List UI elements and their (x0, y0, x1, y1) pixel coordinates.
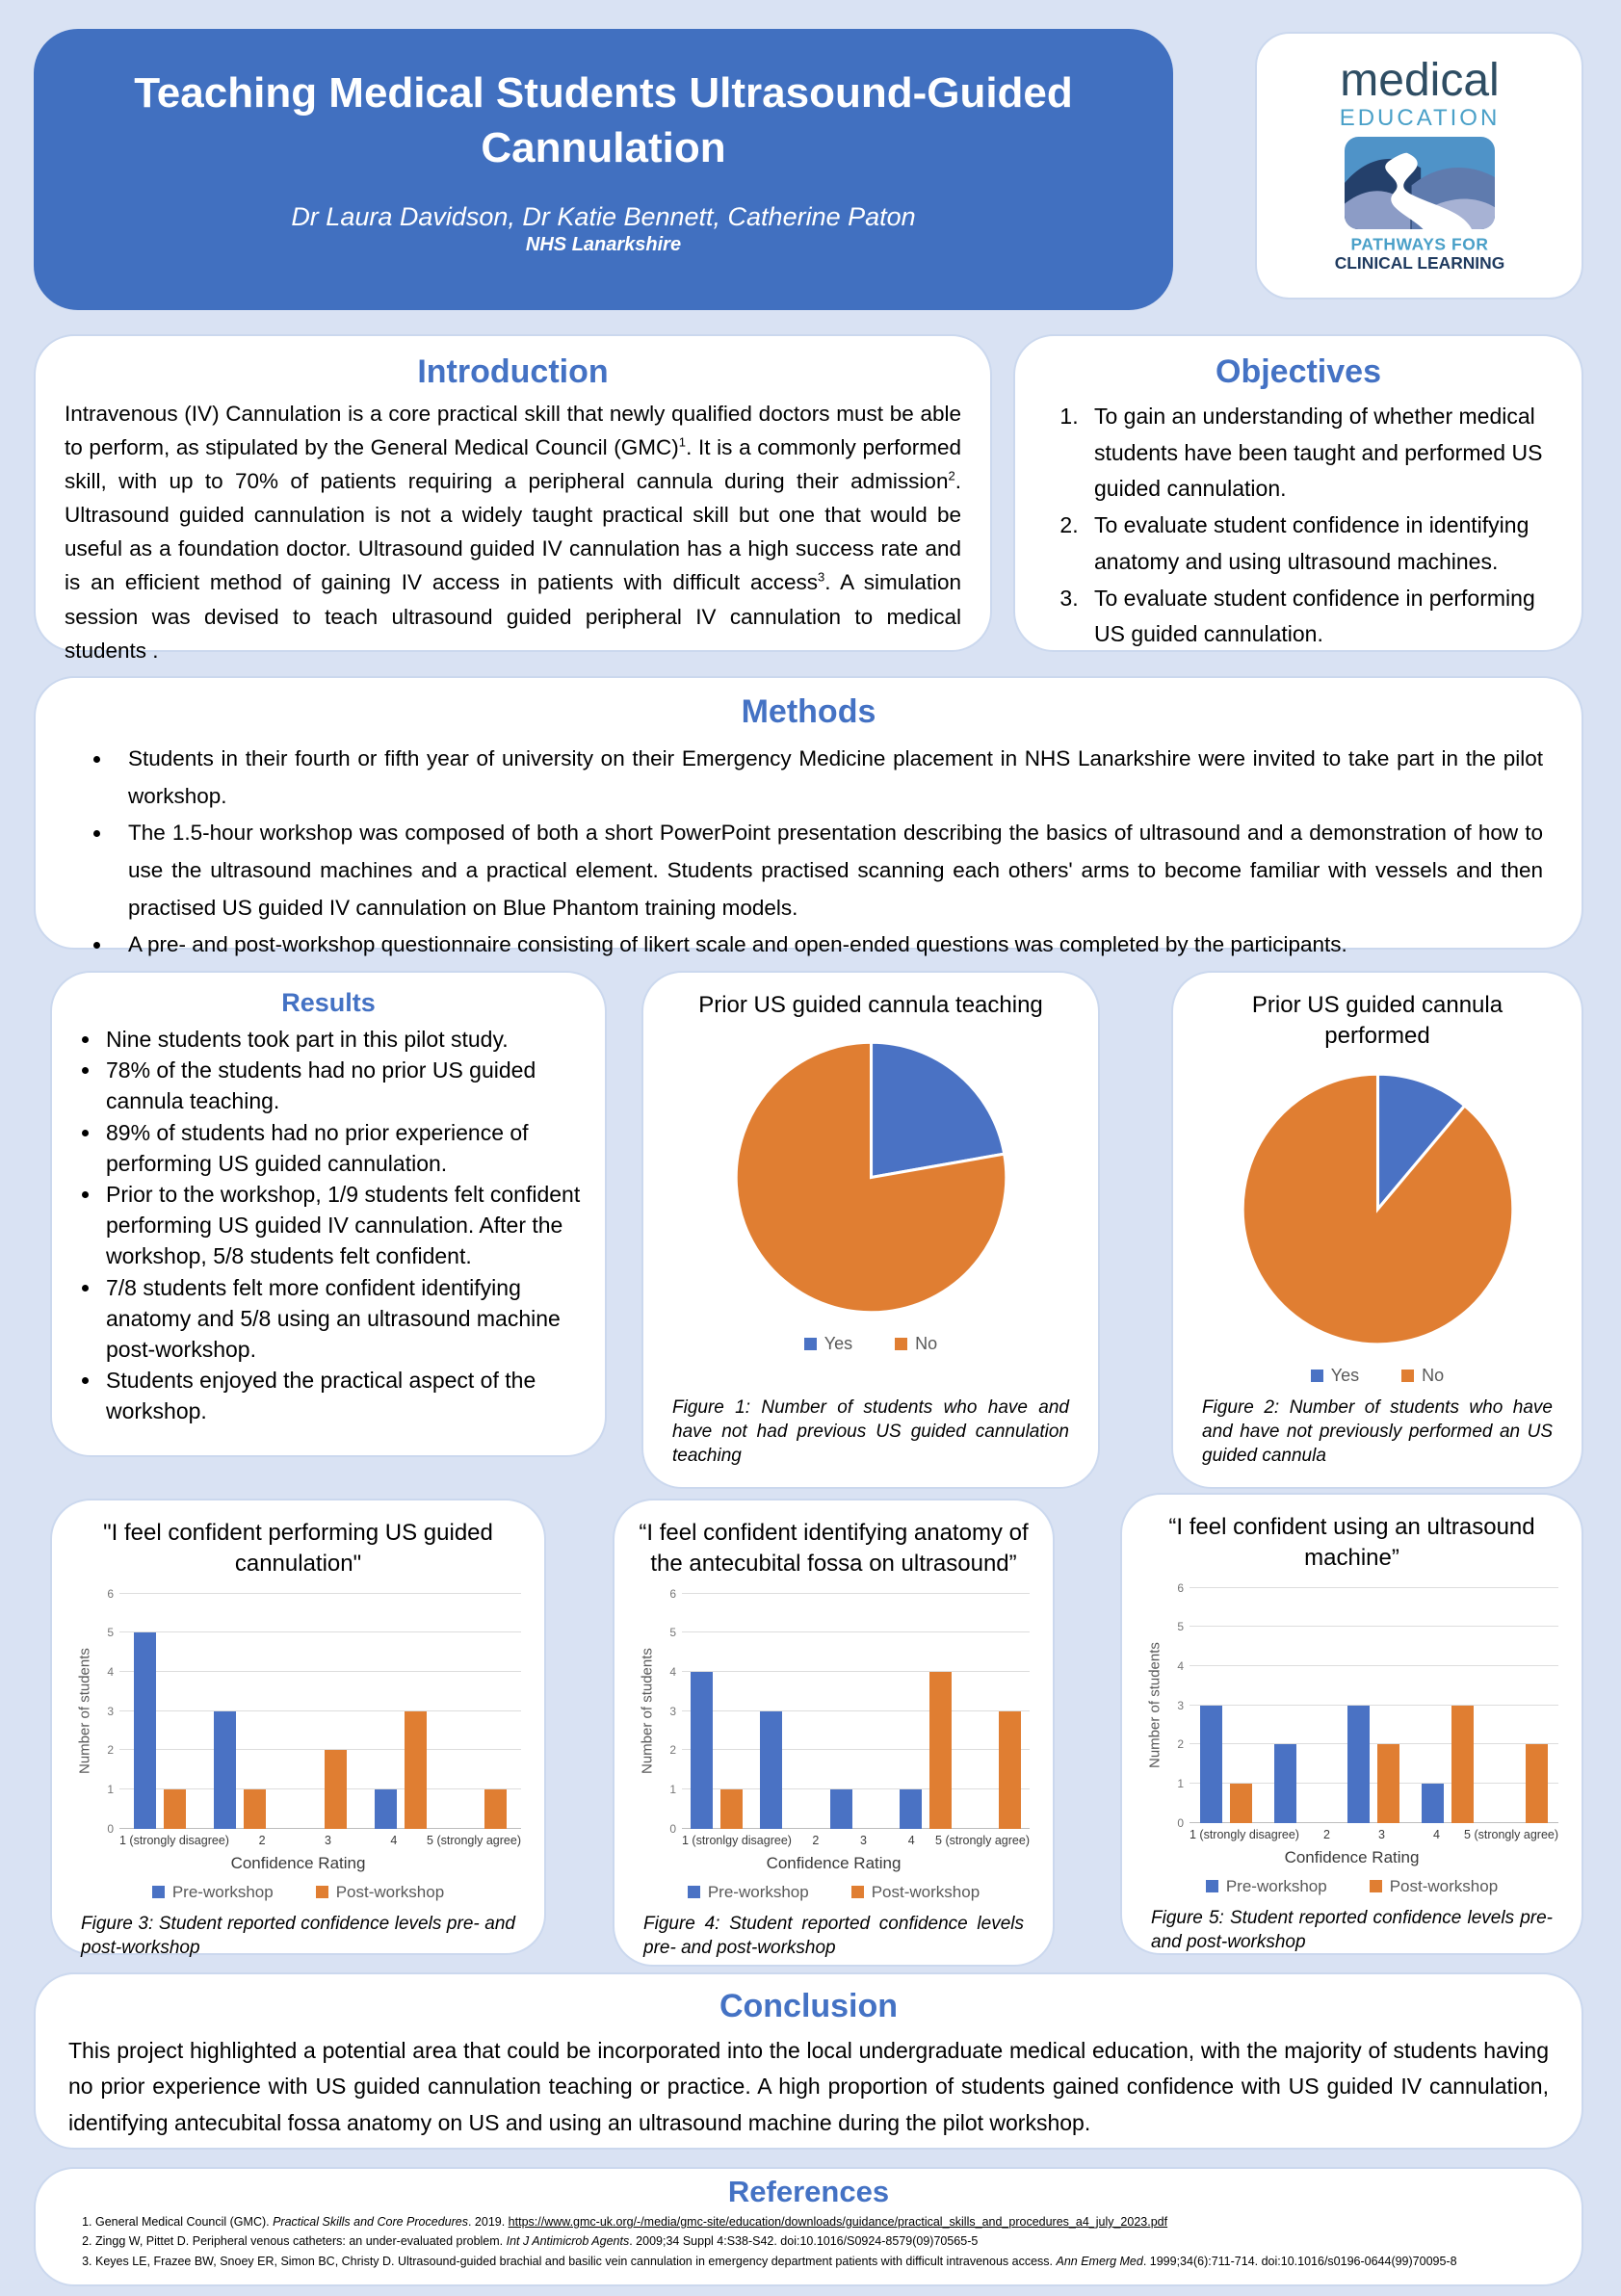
text-segment: . It is a commonly performed skill, with up to 70% of patients requiring a peripheral cannula during their admission (65, 435, 962, 494)
x-category-label: 4 (907, 1833, 915, 1847)
logo-card (1255, 32, 1583, 300)
figure1-panel (641, 971, 1100, 1489)
introduction-body (65, 397, 961, 667)
legend-item (804, 1334, 852, 1354)
x-category-label: 5 (strongly agree) (427, 1833, 521, 1847)
y-axis-ticks (94, 1586, 119, 1836)
objective-item: 3. To evaluate student confidence in performing US guided cannulation. (1085, 581, 1558, 653)
result-item: • Nine students took part in this pilot study. (102, 1024, 584, 1055)
plot-area (682, 1594, 1030, 1829)
result-item: • 89% of students had no prior experience of performing US guided cannulation. (102, 1117, 584, 1179)
bar-post-workshop (1230, 1784, 1252, 1823)
y-axis-label: Number of students (1146, 1642, 1163, 1769)
logo-pathway-illustration (1345, 137, 1495, 229)
legend-swatch (1401, 1370, 1414, 1382)
text-segment: . Ultrasound guided cannulation is not a widely taught practical skill but one that would be useful as a foundation doctor. Ultrasound guided IV cannulation has a high success rate and is an efficient method of gaining IV access in patients with difficult access (65, 469, 961, 595)
figure4-title: “I feel confident identifying anatomy of the antecubital fossa on ultrasound” (639, 1520, 1029, 1578)
bar-post-workshop (325, 1750, 347, 1828)
legend-item (895, 1334, 937, 1354)
x-category-label: 2 (258, 1833, 266, 1847)
bar-post-workshop (1451, 1706, 1474, 1823)
y-tick-label: 4 (107, 1665, 114, 1680)
bar-post-workshop (999, 1711, 1021, 1829)
y-axis-ticks (657, 1586, 682, 1836)
y-tick-label: 0 (669, 1821, 676, 1836)
y-tick-label: 2 (107, 1743, 114, 1758)
bar-pre-workshop (900, 1789, 922, 1829)
bar-groups (1190, 1588, 1558, 1823)
bar-group (360, 1594, 440, 1829)
legend-swatch (1370, 1880, 1382, 1892)
text-segment: Zingg W, Pittet D. Peripheral venous catheters: an under-evaluated problem. (95, 2234, 507, 2249)
bar-pre-workshop (1347, 1706, 1370, 1823)
bar-group (119, 1594, 199, 1829)
x-category-label: 4 (390, 1833, 398, 1847)
x-category-label: 3 (325, 1833, 331, 1847)
bar-group (821, 1594, 890, 1829)
figure1-caption: Figure 1: Number of students who have and have not had previous US guided cannulation teaching (672, 1396, 1069, 1466)
legend-item (316, 1883, 444, 1902)
poster-authors: Dr Laura Davidson, Dr Katie Bennett, Catherine Paton (291, 202, 916, 232)
figure3-panel (50, 1499, 546, 1958)
conclusion-heading: Conclusion (719, 1988, 899, 2024)
y-tick-label: 0 (1177, 1815, 1184, 1830)
text-segment: Practical Skills and Core Procedures (273, 2215, 468, 2229)
legend-item (1370, 1877, 1498, 1896)
y-axis-label: Number of students (639, 1648, 656, 1775)
y-tick-label: 5 (107, 1626, 114, 1640)
y-tick-label: 1 (107, 1783, 114, 1797)
objectives-heading: Objectives (1216, 353, 1381, 390)
bar-pre-workshop (1422, 1784, 1444, 1823)
legend-swatch (316, 1886, 328, 1898)
y-tick-label: 5 (1177, 1620, 1184, 1634)
legend-swatch (1311, 1370, 1323, 1382)
y-tick-label: 5 (669, 1626, 676, 1640)
plot-area (119, 1594, 521, 1829)
figure4-legend (638, 1883, 1030, 1902)
text-segment: Ann Emerg Med (1056, 2254, 1143, 2268)
x-category-label: 2 (1322, 1827, 1330, 1841)
bar-pre-workshop (1200, 1706, 1222, 1823)
text-segment: . 1999;34(6):711-714. doi:10.1016/s0196-0644(99)70095-8 (1142, 2254, 1457, 2268)
x-axis-title: Confidence Rating (230, 1853, 366, 1872)
legend-item (688, 1883, 809, 1902)
bar-pre-workshop (760, 1711, 782, 1829)
figure3-title: "I feel confident performing US guided cannulation" (103, 1520, 493, 1578)
figure2-caption: Figure 2: Number of students who have and have not previously performed an US guided cannula (1202, 1396, 1553, 1466)
bar-group (280, 1594, 360, 1829)
figure4-caption: Figure 4: Student reported confidence levels pre- and post-workshop (643, 1913, 1024, 1958)
figure5-legend (1145, 1877, 1558, 1896)
bar-groups (119, 1594, 521, 1829)
y-tick-label: 6 (107, 1586, 114, 1601)
method-item: • Students in their fourth or fifth year of university on their Emergency Medicine placement in NHS Lanarkshire were invited to take part in the pilot workshop. (113, 741, 1543, 815)
y-tick-label: 4 (1177, 1659, 1184, 1674)
conclusion-panel (34, 1972, 1583, 2150)
pie-slice-no (1242, 1074, 1513, 1344)
legend-label: Pre-workshop (707, 1882, 809, 1901)
legend-swatch (152, 1886, 165, 1898)
bar-group (1264, 1588, 1338, 1823)
y-tick-label: 3 (107, 1704, 114, 1718)
bar-pre-workshop (134, 1632, 156, 1828)
legend-swatch (688, 1886, 700, 1898)
methods-heading: Methods (741, 693, 876, 730)
logo-word-education: EDUCATION (1339, 105, 1500, 131)
x-category-label: 3 (860, 1833, 867, 1847)
figure1-title: Prior US guided cannula teaching (698, 992, 1043, 1018)
bar-pre-workshop (1274, 1744, 1296, 1822)
bar-group (1411, 1588, 1485, 1823)
reference-item (95, 2212, 1553, 2231)
introduction-heading: Introduction (417, 353, 609, 390)
legend-label: Post-workshop (871, 1882, 980, 1901)
reference-item (95, 2252, 1553, 2271)
y-axis-ticks (1164, 1580, 1190, 1830)
bar-post-workshop (405, 1711, 427, 1829)
x-axis-title: Confidence Rating (1284, 1847, 1420, 1866)
y-tick-label: 6 (1177, 1580, 1184, 1595)
result-item: • 7/8 students felt more confident identifying anatomy and 5/8 using an ultrasound machine post-workshop. (102, 1272, 584, 1366)
result-item: • Students enjoyed the practical aspect of the workshop. (102, 1365, 584, 1426)
figure5-caption: Figure 5: Student reported confidence levels pre- and post-workshop (1151, 1907, 1553, 1952)
legend-label: Yes (824, 1334, 853, 1354)
x-category-label: 4 (1433, 1827, 1440, 1841)
legend-label: No (1422, 1365, 1445, 1385)
superscript-ref: 2 (948, 468, 955, 483)
legend-swatch (804, 1338, 817, 1350)
legend-label: Pre-workshop (1225, 1876, 1327, 1895)
bar-post-workshop (1526, 1744, 1548, 1822)
objective-item: 2. To evaluate student confidence in identifying anatomy and using ultrasound machines. (1085, 508, 1558, 580)
legend-item (152, 1883, 274, 1902)
bar-group (960, 1594, 1030, 1829)
references-heading: References (727, 2175, 890, 2208)
figure2-panel (1171, 971, 1583, 1489)
objectives-list (1038, 399, 1558, 653)
legend-label: Post-workshop (335, 1882, 445, 1901)
introduction-panel (34, 334, 992, 663)
legend-item (1311, 1366, 1359, 1386)
bar-post-workshop (929, 1672, 952, 1829)
x-category-label: 5 (strongly agree) (935, 1833, 1030, 1847)
legend-label: No (915, 1334, 938, 1354)
text-segment: . 2019. (467, 2215, 509, 2229)
legend-item (1206, 1877, 1327, 1896)
legend-swatch (1206, 1880, 1218, 1892)
text-segment: Keyes LE, Frazee BW, Snoey ER, Simon BC, Christy D. Ultrasound-guided brachial and basilic vein cannulation in emergency department patients with difficult intravenous access. (95, 2254, 1057, 2268)
bar-pre-workshop (214, 1711, 236, 1829)
y-tick-label: 3 (669, 1704, 676, 1718)
bar-group (1190, 1588, 1264, 1823)
y-tick-label: 1 (1177, 1777, 1184, 1791)
figure1-pie-chart (667, 1031, 1075, 1324)
x-category-label: 5 (strongly agree) (1464, 1827, 1559, 1841)
references-list (65, 2212, 1553, 2271)
results-panel (50, 971, 607, 1457)
results-list (73, 1024, 584, 1426)
text-segment: Intravenous (IV) Cannulation is a core practical skill that newly qualified doctors must be able to perform, as stipulated by the General Medical Council (GMC) (65, 402, 961, 460)
legend-item (851, 1883, 980, 1902)
bar-group (1337, 1588, 1411, 1823)
x-axis-category-labels (119, 1829, 521, 1852)
superscript-ref: 1 (678, 434, 687, 450)
legend-label: Post-workshop (1389, 1876, 1499, 1895)
x-axis-category-labels (1190, 1823, 1558, 1846)
logo-word-medical: medical (1339, 56, 1500, 106)
method-item: • A pre- and post-workshop questionnaire consisting of likert scale and open-ended questions was completed by the participants. (113, 926, 1543, 964)
legend-label: Yes (1330, 1365, 1360, 1385)
reference-link[interactable]: https://www.gmc-uk.org/-/media/gmc-site/education/downloads/guidance/practical_skills_and_procedures_a4_july_2023.pdf (508, 2215, 1168, 2229)
poster-title: Teaching Medical Students Ultrasound-Guided Cannulation (134, 69, 1073, 172)
y-tick-label: 0 (107, 1821, 114, 1836)
bar-pre-workshop (375, 1789, 397, 1829)
objectives-panel (1013, 334, 1583, 652)
superscript-ref: 3 (818, 569, 825, 585)
bar-post-workshop (720, 1789, 743, 1829)
x-axis-category-labels (682, 1829, 1030, 1852)
bar-post-workshop (244, 1789, 266, 1829)
x-category-label: 1 (strongly disagree) (119, 1833, 229, 1847)
bar-groups (682, 1594, 1030, 1829)
y-tick-label: 1 (669, 1783, 676, 1797)
x-category-label: 1 (strongly disagree) (1190, 1827, 1299, 1841)
y-tick-label: 4 (669, 1665, 676, 1680)
result-item: • Prior to the workshop, 1/9 students felt confident performing US guided IV cannulation. After the workshop, 5/8 students felt confident. (102, 1179, 584, 1272)
poster-affiliation: NHS Lanarkshire (525, 234, 682, 256)
text-segment: . A simulation session was devised to teach ultrasound guided peripheral IV cannulation to medical students . (65, 570, 961, 663)
pie-chart (724, 1031, 1018, 1324)
text-segment: . 2009;34 Suppl 4:S38-S42. doi:10.1016/S0924-8579(09)70565-5 (629, 2234, 979, 2249)
figure2-legend (1196, 1366, 1558, 1386)
bar-group (441, 1594, 521, 1829)
figure2-title: Prior US guided cannula performed (1251, 992, 1503, 1050)
figure3-legend (75, 1883, 521, 1902)
figure4-panel (613, 1499, 1055, 1967)
y-tick-label: 2 (1177, 1737, 1184, 1752)
legend-swatch (895, 1338, 907, 1350)
references-panel (34, 2167, 1583, 2286)
methods-list (74, 741, 1543, 964)
result-item: • 78% of the students had no prior US guided cannula teaching. (102, 1055, 584, 1116)
legend-swatch (851, 1886, 864, 1898)
x-category-label: 1 (stronlgy disagree) (682, 1833, 792, 1847)
y-tick-label: 3 (1177, 1698, 1184, 1712)
objective-item: 1. To gain an understanding of whether medical students have been taught and performed US guided cannulation. (1085, 399, 1558, 508)
bar-group (751, 1594, 821, 1829)
pie-chart (1231, 1062, 1525, 1356)
x-category-label: 3 (1378, 1827, 1385, 1841)
reference-item (95, 2231, 1553, 2251)
logo-pathways-for: PATHWAYS FOR (1349, 234, 1489, 254)
x-axis-title: Confidence Rating (766, 1853, 902, 1872)
x-category-label: 2 (812, 1833, 820, 1847)
methods-panel (34, 676, 1583, 957)
bar-group (682, 1594, 751, 1829)
logo-clinical-learning: CLINICAL LEARNING (1334, 252, 1504, 273)
medical-education-logo (1298, 56, 1541, 275)
bar-pre-workshop (691, 1672, 713, 1829)
figure1-legend (667, 1334, 1075, 1354)
results-heading: Results (281, 988, 376, 1017)
conclusion-body: This project highlighted a potential area that could be incorporated into the local undergraduate medical education, with the majority of students having no prior experience with US guided cannulation teaching or practice. A high proportion of students gained confidence with US guided IV cannulation, identifying antecubital fossa anatomy on US and using an ultrasound machine during the pilot workshop. (68, 2038, 1549, 2135)
bar-post-workshop (164, 1789, 186, 1829)
figure5-title: “I feel confident using an ultrasound machine” (1168, 1514, 1535, 1572)
figure3-caption: Figure 3: Student reported confidence levels pre- and post-workshop (81, 1913, 515, 1958)
text-segment: Int J Antimicrob Agents (506, 2234, 630, 2249)
header-panel (34, 29, 1173, 310)
figure4-bar-chart (638, 1586, 1030, 1852)
bar-post-workshop (484, 1789, 507, 1829)
text-segment: General Medical Council (GMC). (95, 2215, 274, 2229)
y-tick-label: 2 (669, 1743, 676, 1758)
bar-post-workshop (1377, 1744, 1399, 1822)
bar-group (199, 1594, 279, 1829)
legend-item (1401, 1366, 1444, 1386)
method-item: • The 1.5-hour workshop was composed of both a short PowerPoint presentation describing the basics of ultrasound and a demonstration of how to use the ultrasound machines and a practical element. Students practised scanning each others' arms to become familiar with vessels and then practised US guided IV cannulation on Blue Phantom training models. (113, 815, 1543, 926)
plot-area (1190, 1588, 1558, 1823)
figure5-bar-chart (1145, 1580, 1559, 1846)
y-tick-label: 6 (669, 1586, 676, 1601)
figure5-panel (1120, 1493, 1583, 1955)
figure2-pie-chart (1196, 1062, 1558, 1356)
bar-group (1484, 1588, 1558, 1823)
bar-pre-workshop (830, 1789, 852, 1829)
figure3-bar-chart (75, 1586, 521, 1852)
legend-label: Pre-workshop (171, 1882, 274, 1901)
y-axis-label: Number of students (76, 1648, 93, 1775)
bar-group (891, 1594, 960, 1829)
